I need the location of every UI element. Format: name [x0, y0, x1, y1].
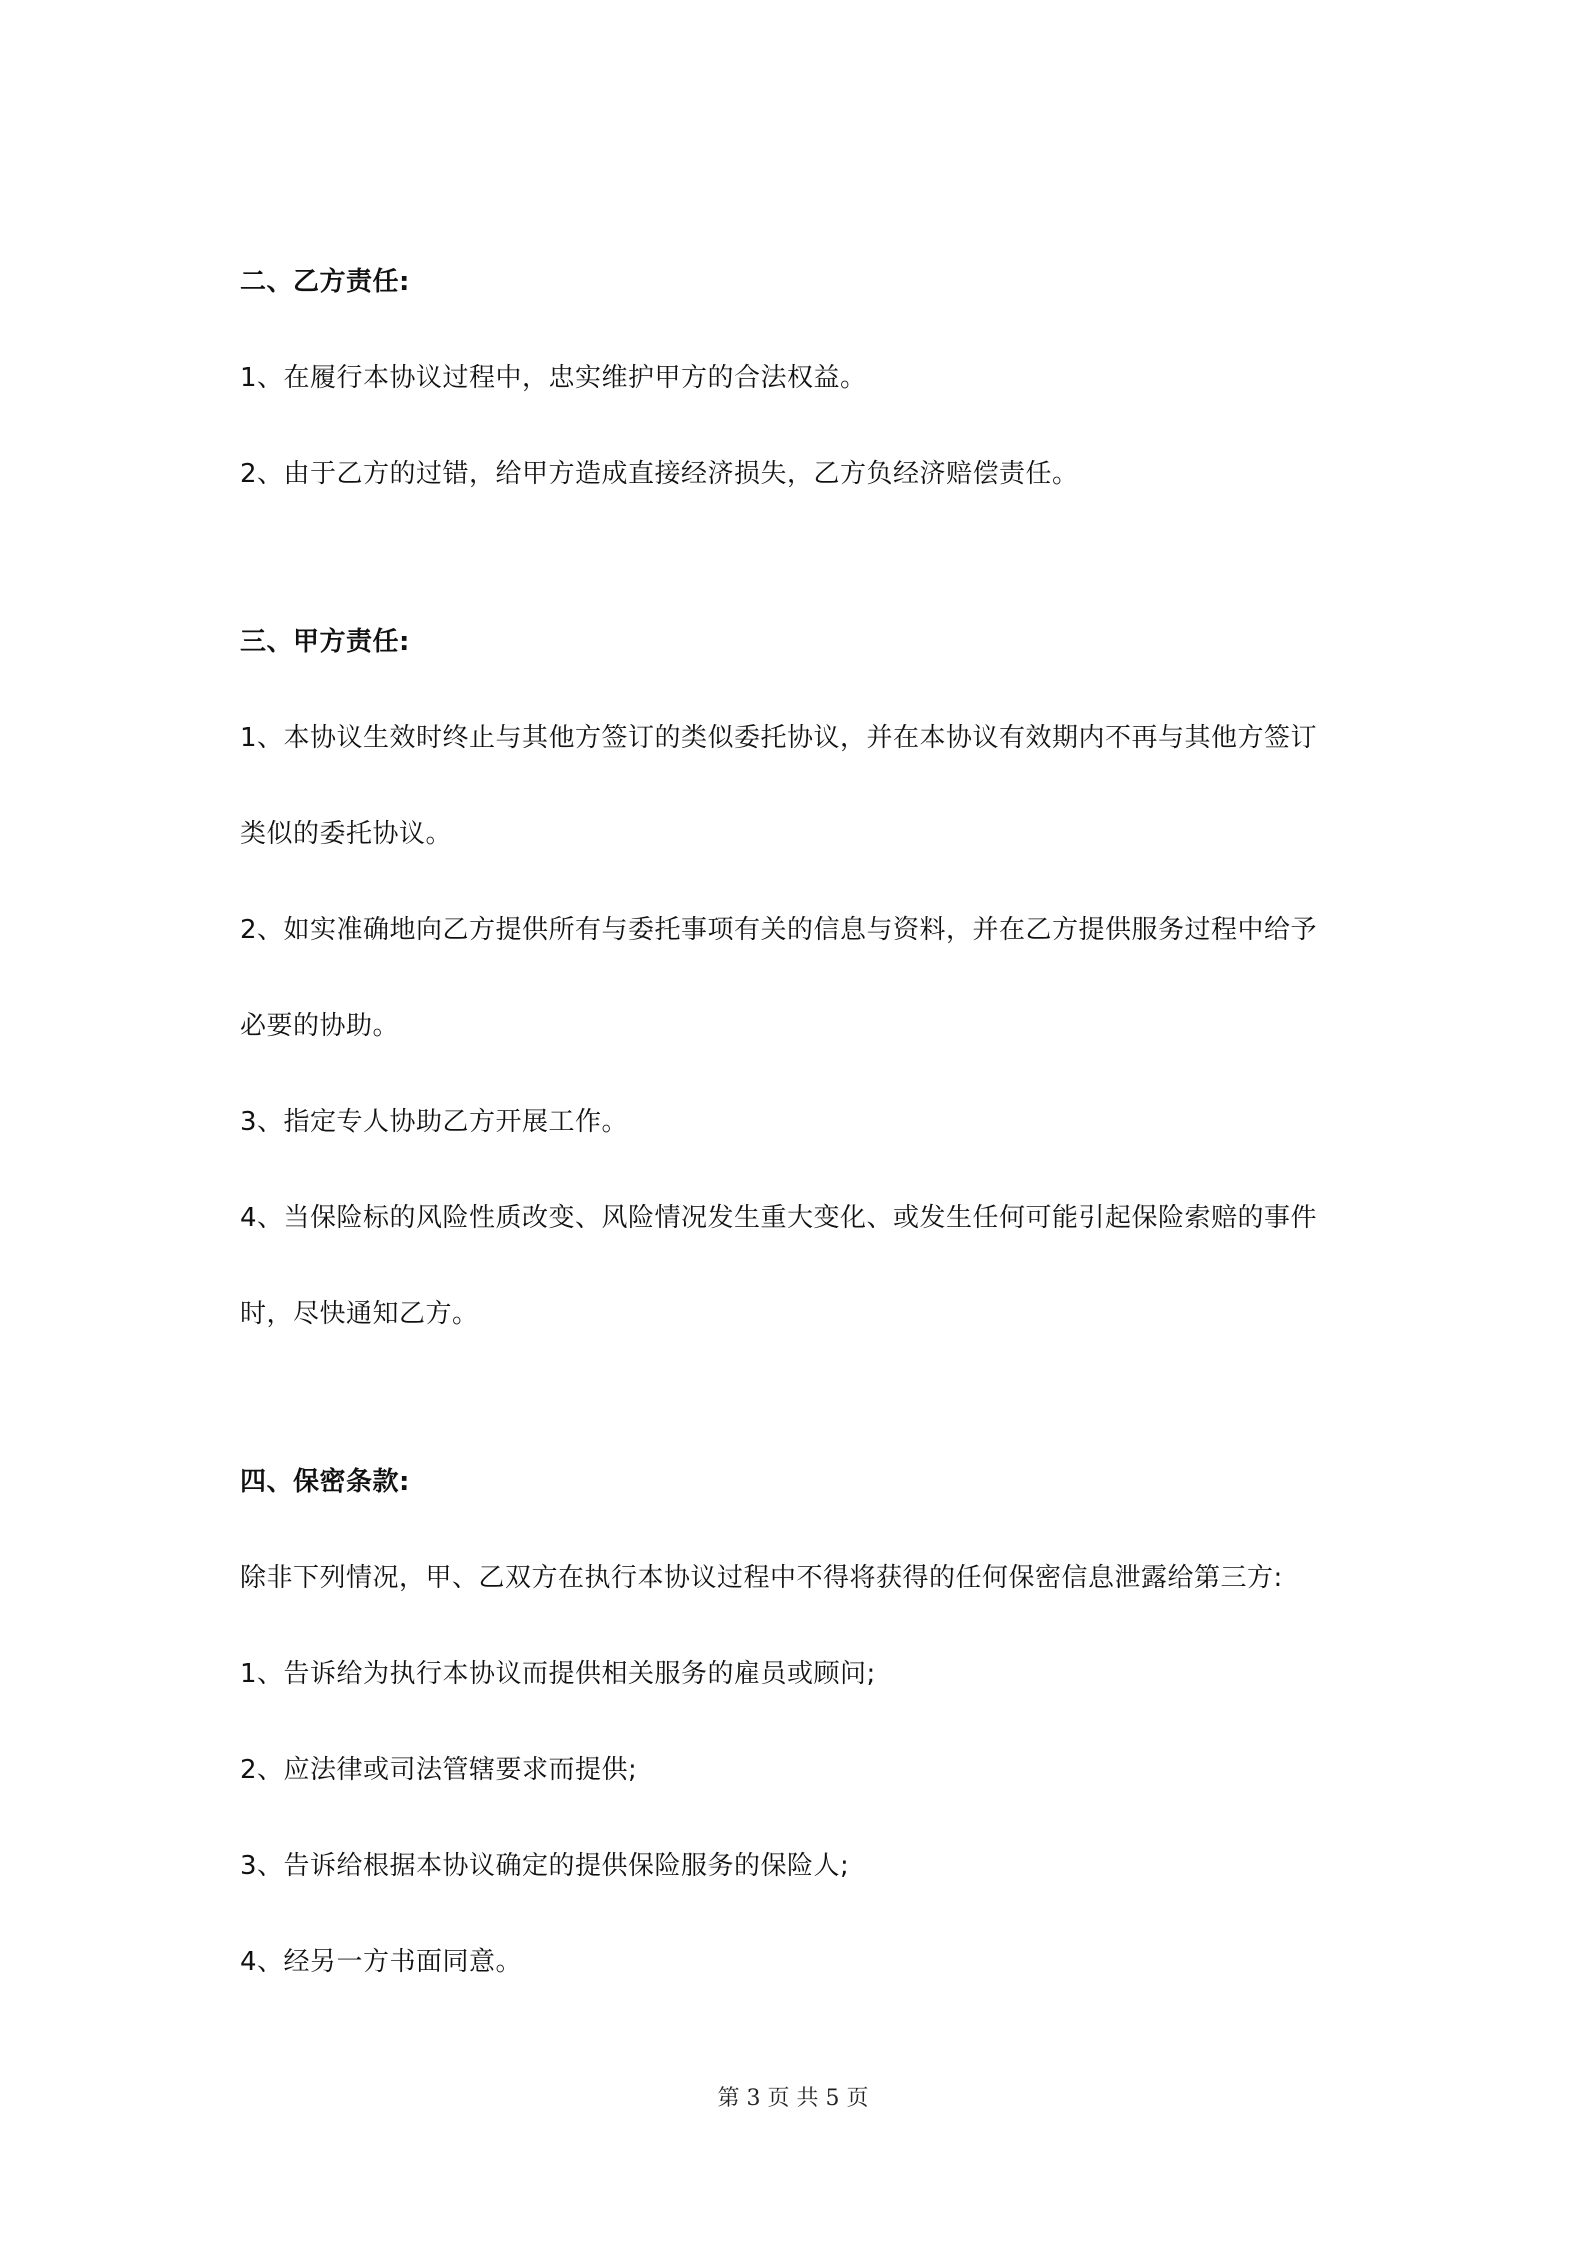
clause-intro: 除非下列情况，甲、乙双方在执行本协议过程中不得将获得的任何保密信息泄露给第三方: — [240, 1563, 1283, 1593]
section-heading-confidentiality: 四、保密条款: — [240, 1467, 410, 1497]
clause-text: 3、指定专人协助乙方开展工作。 — [240, 1107, 629, 1137]
clause-text: 时，尽快通知乙方。 — [240, 1299, 479, 1329]
section-heading-party-b-duties: 二、乙方责任: — [240, 267, 410, 297]
clause-text: 1、本协议生效时终止与其他方签订的类似委托协议，并在本协议有效期内不再与其他方签订 — [240, 723, 1318, 753]
clause-text: 必要的协助。 — [240, 1011, 400, 1041]
clause-text: 4、经另一方书面同意。 — [240, 1947, 523, 1977]
page-number-footer: 第 3 页 共 5 页 — [717, 2086, 869, 2111]
clause-text: 类似的委托协议。 — [240, 819, 453, 849]
clause-text: 2、由于乙方的过错，给甲方造成直接经济损失，乙方负经济赔偿责任。 — [240, 459, 1079, 489]
clause-text: 2、如实准确地向乙方提供所有与委托事项有关的信息与资料，并在乙方提供服务过程中给予 — [240, 915, 1318, 945]
section-heading-party-a-duties: 三、甲方责任: — [240, 627, 410, 657]
clause-text: 1、告诉给为执行本协议而提供相关服务的雇员或顾问; — [240, 1659, 876, 1689]
clause-text: 1、在履行本协议过程中，忠实维护甲方的合法权益。 — [240, 363, 867, 393]
clause-text: 3、告诉给根据本协议确定的提供保险服务的保险人; — [240, 1851, 850, 1881]
clause-text: 4、当保险标的风险性质改变、风险情况发生重大变化、或发生任何可能引起保险索赔的事件 — [240, 1203, 1318, 1233]
clause-text: 2、应法律或司法管辖要求而提供; — [240, 1755, 638, 1785]
